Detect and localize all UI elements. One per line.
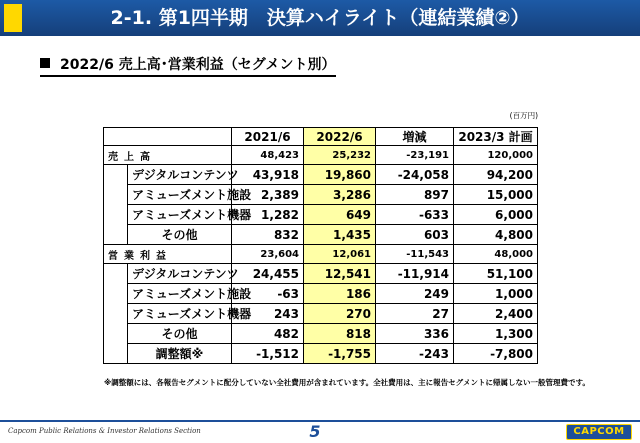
cell: 897 bbox=[376, 185, 454, 205]
col-header: 2023/3 計画 bbox=[454, 128, 538, 146]
cell: 120,000 bbox=[454, 146, 538, 165]
cell: -7,800 bbox=[454, 344, 538, 364]
cell: 336 bbox=[376, 324, 454, 344]
cell: 4,800 bbox=[454, 225, 538, 245]
table-row bbox=[104, 284, 538, 304]
square-bullet-icon bbox=[40, 58, 50, 68]
cell: 482 bbox=[232, 324, 304, 344]
table-row bbox=[104, 344, 538, 364]
cell: -11,543 bbox=[376, 245, 454, 264]
unit-label: (百万円) bbox=[509, 111, 538, 120]
cell: 818 bbox=[304, 324, 376, 344]
cell: 6,000 bbox=[454, 205, 538, 225]
cell: -24,058 bbox=[376, 165, 454, 185]
capcom-logo: CAPCOM bbox=[566, 424, 632, 440]
cell: 3,286 bbox=[304, 185, 376, 205]
cell: 27 bbox=[376, 304, 454, 324]
col-header: 2022/6 bbox=[304, 128, 376, 146]
table-row bbox=[104, 185, 538, 205]
cell: 48,423 bbox=[232, 146, 304, 165]
table-row bbox=[104, 324, 538, 344]
col-header: 増減 bbox=[376, 128, 454, 146]
cell: -1,512 bbox=[232, 344, 304, 364]
footnote: ※調整額には、各報告セグメントに配分していない全社費用が含まれています。全社費用は、主に報告セグメントに帰属しない一般管理費です。 bbox=[104, 378, 590, 387]
financial-table bbox=[103, 127, 538, 364]
row-label: アミューズメント施設 bbox=[128, 185, 232, 205]
page-number: 5 bbox=[309, 422, 321, 441]
row-label: 売上高 bbox=[104, 146, 128, 165]
cell: 1,300 bbox=[454, 324, 538, 344]
cell: 832 bbox=[232, 225, 304, 245]
row-label: その他 bbox=[128, 324, 232, 344]
cell: -243 bbox=[376, 344, 454, 364]
cell: -63 bbox=[232, 284, 304, 304]
table-row bbox=[104, 225, 538, 245]
cell: 243 bbox=[232, 304, 304, 324]
table-row-operating-income-total bbox=[104, 245, 538, 264]
cell: -633 bbox=[376, 205, 454, 225]
cell: 12,061 bbox=[304, 245, 376, 264]
table-header-row bbox=[104, 128, 538, 146]
row-label: デジタルコンテンツ bbox=[128, 165, 232, 185]
cell: 603 bbox=[376, 225, 454, 245]
cell: 270 bbox=[304, 304, 376, 324]
row-label: アミューズメント機器 bbox=[128, 304, 232, 324]
cell: -11,914 bbox=[376, 264, 454, 284]
cell: 25,232 bbox=[304, 146, 376, 165]
cell: 94,200 bbox=[454, 165, 538, 185]
table-row bbox=[104, 264, 538, 284]
cell: 23,604 bbox=[232, 245, 304, 264]
cell: 2,400 bbox=[454, 304, 538, 324]
cell: -1,755 bbox=[304, 344, 376, 364]
cell: 15,000 bbox=[454, 185, 538, 205]
cell: 48,000 bbox=[454, 245, 538, 264]
cell: 43,918 bbox=[232, 165, 304, 185]
cell: 1,000 bbox=[454, 284, 538, 304]
row-label: アミューズメント施設 bbox=[128, 284, 232, 304]
row-label: 調整額※ bbox=[128, 344, 232, 364]
cell: 186 bbox=[304, 284, 376, 304]
cell: 19,860 bbox=[304, 165, 376, 185]
page-title: 2-1. 第1四半期 決算ハイライト（連結業績②） bbox=[110, 7, 530, 29]
cell: 249 bbox=[376, 284, 454, 304]
cell: 24,455 bbox=[232, 264, 304, 284]
cell: 12,541 bbox=[304, 264, 376, 284]
footer-text: Capcom Public Relations & Investor Relations Section bbox=[8, 427, 201, 435]
table-row bbox=[104, 205, 538, 225]
cell: 1,282 bbox=[232, 205, 304, 225]
table-row bbox=[104, 304, 538, 324]
col-header: 2021/6 bbox=[232, 128, 304, 146]
cell: -23,191 bbox=[376, 146, 454, 165]
cell: 649 bbox=[304, 205, 376, 225]
row-label: 営業利益 bbox=[104, 245, 128, 264]
section-subtitle bbox=[40, 54, 336, 77]
cell: 2,389 bbox=[232, 185, 304, 205]
table-row bbox=[104, 165, 538, 185]
row-label: アミューズメント機器 bbox=[128, 205, 232, 225]
row-label: その他 bbox=[128, 225, 232, 245]
cell: 1,435 bbox=[304, 225, 376, 245]
row-label: デジタルコンテンツ bbox=[128, 264, 232, 284]
cell: 51,100 bbox=[454, 264, 538, 284]
table-row-sales-total bbox=[104, 146, 538, 165]
subtitle-text: 2022/6 売上高･営業利益（セグメント別） bbox=[60, 57, 336, 73]
header-blank bbox=[104, 128, 232, 146]
